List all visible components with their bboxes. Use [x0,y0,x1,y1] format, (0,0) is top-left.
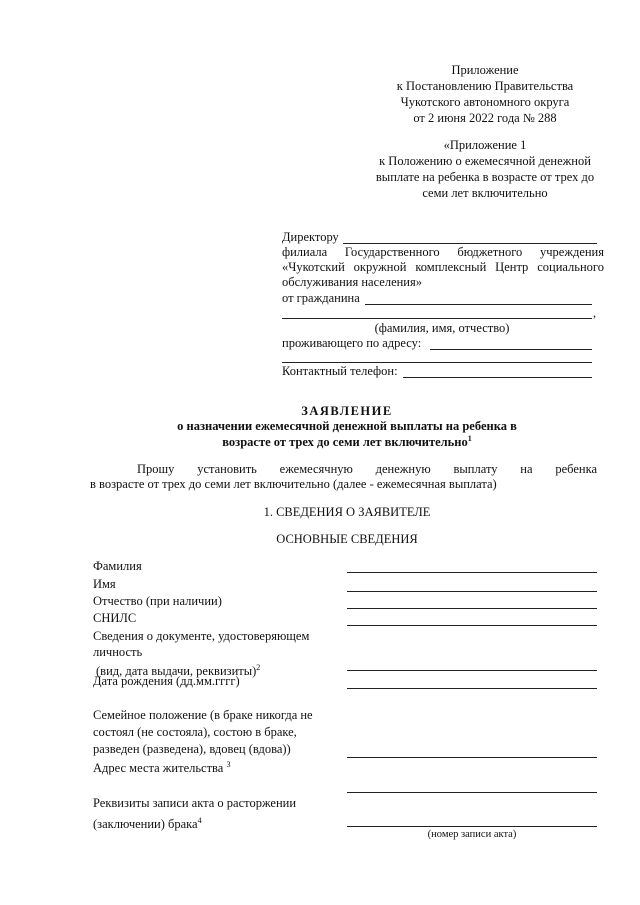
statement-subtitle-text: возрасте от трех до семи лет включительно [222,435,468,450]
field-patronymic-label: Отчество (при наличии) [93,594,222,608]
field-act-text: Реквизиты записи акта о расторжении [93,796,297,810]
field-name-label: Имя [93,577,116,591]
appendix-line: Приложение [451,63,519,77]
field-act-line[interactable] [347,826,597,827]
footnote-ref: 2 [256,663,261,672]
appendix-block [380,62,590,126]
fio-comma: , [593,306,597,320]
field-act-hint: (номер записи акта) [427,829,517,840]
appendix-line: к Постановлению Правительства [396,79,574,93]
field-surname-label: Фамилия [93,559,142,573]
field-birth-line[interactable] [347,688,597,689]
appendix-line: от 2 июня 2022 года № 288 [413,111,557,125]
phone-line[interactable] [403,377,592,378]
field-name-line[interactable] [347,591,597,592]
appendix1-line: «Приложение 1 [443,138,527,152]
statement-subtitle-2 [0,434,640,450]
org-line2: «Чукотский окружной комплексный Центр социального [282,260,604,274]
fio-line[interactable] [282,318,592,319]
section1-subheading: ОСНОВНЫЕ СВЕДЕНИЯ [276,532,418,546]
field-marital-text: состоял (не состояла), состою в браке, [93,725,297,739]
from-line[interactable] [365,304,592,305]
field-marital-label [93,707,313,758]
field-document-text: (вид, дата выдачи, реквизиты) [96,664,257,679]
field-snils-label: СНИЛС [93,611,137,625]
field-marital-text: Семейное положение (в браке никогда не [93,708,313,722]
address-label: проживающего по адресу: [282,336,422,350]
director-label: Директору [282,230,339,244]
address-line[interactable] [430,349,592,350]
field-document-line[interactable] [347,670,597,671]
field-patronymic-line[interactable] [347,608,597,609]
appendix1-block [360,137,610,201]
field-birth-label: Дата рождения (дд.мм.гггг) [93,674,240,688]
footnote-ref: 3 [226,760,231,769]
field-document-label [93,628,309,679]
statement-title: ЗАЯВЛЕНИЕ [301,404,393,418]
request-line-1: Прошу установить ежемесячную денежную выплату на ребенка [137,462,597,476]
director-line[interactable] [343,243,597,244]
fio-hint: (фамилия, имя, отчество) [374,321,510,335]
field-snils-line[interactable] [347,625,597,626]
field-marital-text: разведен (разведена), вдовец (вдова)) [93,742,291,756]
appendix1-line: к Положению о ежемесячной денежной [379,154,591,168]
request-line-2: в возрасте от трех до семи лет включительно (далее - ежемесячная выплата) [90,477,497,491]
field-act-text: (заключении) брака [93,817,198,832]
org-line1: филиала Государственного бюджетного учреждения [282,245,604,259]
field-document-text: Сведения о документе, удостоверяющем [93,629,310,643]
footnote-ref: 4 [197,816,202,825]
section1-heading: 1. СВЕДЕНИЯ О ЗАЯВИТЕЛЕ [263,505,431,519]
org-line3: обслуживания населения» [282,275,422,289]
field-surname-line[interactable] [347,572,597,573]
field-document-text: личность [93,645,143,659]
appendix1-line: выплате на ребенка в возрасте от трех до [375,170,595,184]
field-marital-line[interactable] [347,757,597,758]
field-act-label [93,795,296,833]
field-residence-label: Адрес места жительства [93,761,224,776]
footnote-ref: 1 [467,434,472,443]
appendix1-line: семи лет включительно [422,186,548,200]
address-line-2[interactable] [282,362,592,363]
statement-subtitle-1: о назначении ежемесячной денежной выплаты на ребенка в [177,419,517,433]
field-residence-line[interactable] [347,792,597,793]
appendix-line: Чукотского автономного округа [400,95,570,109]
phone-label: Контактный телефон: [282,364,398,378]
from-label: от гражданина [282,291,360,305]
